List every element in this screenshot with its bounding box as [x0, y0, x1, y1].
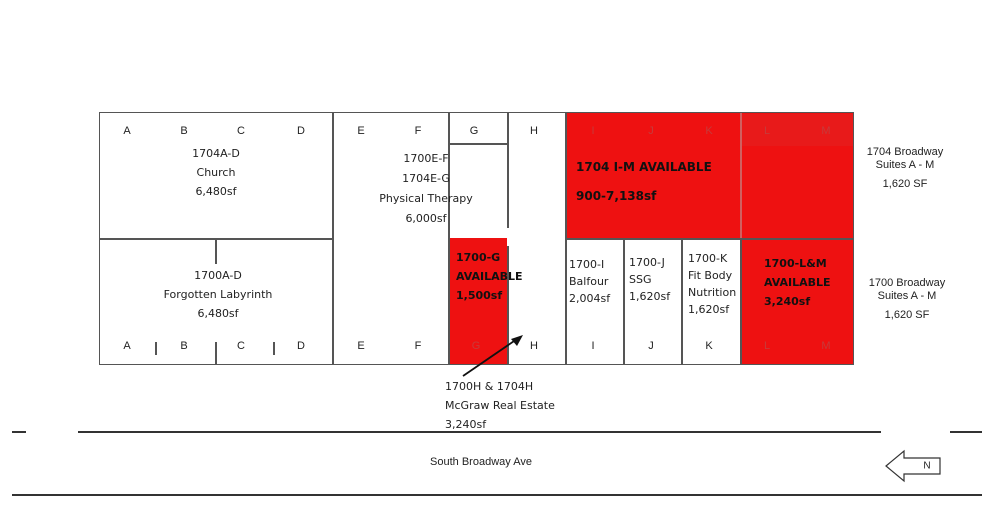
suite-letter-top-j: J	[648, 125, 654, 137]
road-line-upper-left	[12, 431, 26, 433]
suite-letter-top-b: B	[180, 125, 188, 137]
unit-h-label: 1700H & 1704H McGraw Real Estate 3,240sf	[445, 380, 555, 431]
suite-letter-top-k: K	[705, 125, 713, 137]
wall	[681, 238, 683, 365]
wall	[273, 342, 275, 355]
suite-letter-top-c: C	[237, 125, 245, 137]
suite-letter-bottom-d: D	[297, 340, 305, 352]
suite-letter-bottom-c: C	[237, 340, 245, 352]
wall	[215, 238, 217, 264]
side-label-1704-broadway: 1704 Broadway Suites A - M 1,620 SF	[866, 146, 944, 190]
suite-letter-bottom-b: B	[180, 340, 188, 352]
unit-1700-k-label: 1700-K Fit Body Nutrition 1,620sf	[688, 252, 737, 316]
suite-letter-top-i: I	[591, 125, 595, 137]
wall	[740, 113, 742, 238]
suite-letter-bottom-m: M	[821, 340, 831, 352]
suite-letter-bottom-e: E	[357, 340, 365, 352]
wall	[448, 143, 507, 145]
unit-1700-j-label: 1700-J SSG 1,620sf	[629, 256, 671, 303]
unit-1700e-f-label: 1700E-F 1704E-G Physical Therapy 6,000sf	[379, 152, 473, 225]
suite-letter-top-a: A	[123, 125, 131, 137]
road-line-lower	[12, 494, 982, 496]
wall	[332, 112, 334, 365]
suite-letter-top-g: G	[469, 125, 479, 137]
road-line-upper	[78, 431, 881, 433]
side-label-1700-broadway: 1700 Broadway Suites A - M 1,620 SF	[868, 277, 946, 321]
north-label: N	[923, 460, 931, 472]
suite-letter-bottom-a: A	[123, 340, 131, 352]
unit-1704a-d-label: 1704A-D Church 6,480sf	[192, 147, 240, 198]
pointer-arrow-icon	[455, 330, 535, 380]
suite-letter-bottom-l: L	[763, 340, 771, 352]
suite-letter-top-m: M	[821, 125, 831, 137]
suite-letter-bottom-i: I	[591, 340, 595, 352]
unit-1700a-d-label: 1700A-D Forgotten Labyrinth 6,480sf	[163, 269, 273, 320]
suite-letter-bottom-j: J	[648, 340, 654, 352]
suite-letter-bottom-h: H	[530, 340, 538, 352]
unit-1700-g-label: 1700-G AVAILABLE 1,500sf	[456, 251, 523, 302]
street-name: South Broadway Ave	[430, 456, 532, 468]
suite-letter-bottom-k: K	[705, 340, 713, 352]
wall	[623, 238, 625, 365]
north-arrow-icon	[884, 449, 942, 483]
wall	[507, 112, 509, 228]
suite-letter-top-l: L	[763, 125, 771, 137]
wall	[740, 238, 742, 365]
road-line-upper-right	[950, 431, 982, 433]
wall	[565, 238, 854, 240]
unit-1700-i-label: 1700-I Balfour 2,004sf	[569, 258, 611, 305]
wall	[155, 342, 157, 355]
wall	[215, 342, 217, 365]
suite-letter-top-h: H	[530, 125, 538, 137]
unit-1704-i-m-label: 1704 I-M AVAILABLE 900-7,138sf	[576, 160, 712, 203]
suite-letter-top-e: E	[357, 125, 365, 137]
suite-letter-bottom-f: F	[414, 340, 422, 352]
suite-letter-top-d: D	[297, 125, 305, 137]
suite-letter-bottom-g: G	[471, 340, 481, 352]
suite-letter-top-f: F	[414, 125, 422, 137]
unit-1700-lm-label: 1700-L&M AVAILABLE 3,240sf	[764, 257, 831, 308]
